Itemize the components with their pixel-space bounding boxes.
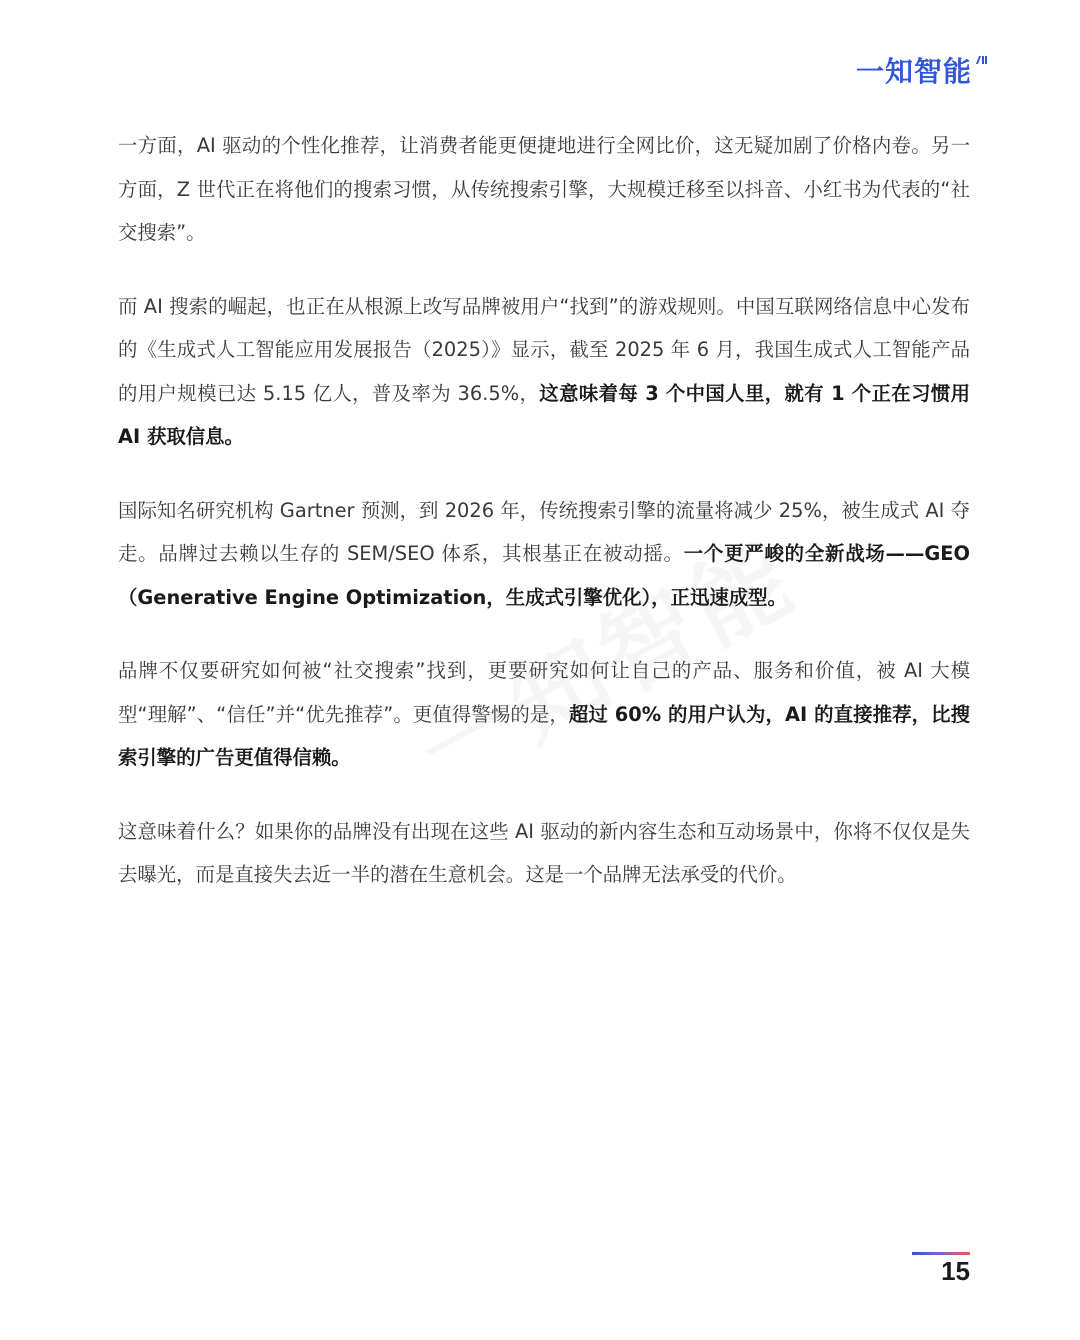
brand-logo bbox=[856, 52, 988, 92]
paragraph-4 bbox=[118, 649, 970, 780]
paragraph-highlight: 超过 60% 的用户认为，AI 的直接推荐，比搜索引擎的广告更值得信赖。 bbox=[118, 702, 970, 769]
article-body bbox=[118, 124, 970, 927]
paragraph-text: 国际知名研究机构 Gartner 预测，到 2026 年，传统搜索引擎的流量将减少 25%，被生成式 AI 夺走。品牌过去赖以生存的 SEM/SEO 体系，其根基正在被动摇。 bbox=[118, 498, 970, 565]
paragraph-3 bbox=[118, 489, 970, 620]
paragraph-5 bbox=[118, 810, 970, 897]
paragraph-2 bbox=[118, 285, 970, 459]
paragraph-text: 这意味着什么？如果你的品牌没有出现在这些 AI 驱动的新内容生态和互动场景中，你将不仅仅是失去曝光，而是直接失去近一半的潜在生意机会。这是一个品牌无法承受的代价。 bbox=[118, 819, 970, 886]
logo-text: 一知智能 bbox=[855, 55, 972, 88]
paragraph-1 bbox=[118, 124, 970, 255]
paragraph-text: 品牌不仅要研究如何被“社交搜索”找到，更要研究如何让自己的产品、服务和价值，被 AI 大模型“理解”、“信任”并“优先推荐”。更值得警惕的是， bbox=[118, 659, 970, 726]
paragraph-highlight: 一个更严峻的全新战场——GEO（Generative Engine Optimization，生成式引擎优化），正迅速成型。 bbox=[118, 542, 970, 609]
logo-mark-icon bbox=[974, 54, 988, 66]
paragraph-text: 一方面，AI 驱动的个性化推荐，让消费者能更便捷地进行全网比价，这无疑加剧了价格内卷。另一方面，Z 世代正在将他们的搜索习惯，从传统搜索引擎，大规模迁移至以抖音、小红书为代表的“社交搜索”。 bbox=[118, 134, 970, 244]
paragraph-text: 而 AI 搜索的崛起，也正在从根源上改写品牌被用户“找到”的游戏规则。中国互联网络信息中心发布的《生成式人工智能应用发展报告（2025）》显示，截至 2025 年 6 月，我国生成式人工智能产品的用户规模已达 5.15 亿人，普及率为 36.5%， bbox=[118, 294, 970, 405]
page-number-accent-bar bbox=[912, 1252, 970, 1255]
page-number: 15 bbox=[941, 1256, 970, 1286]
paragraph-highlight: 这意味着每 3 个中国人里，就有 1 个正在习惯用 AI 获取信息。 bbox=[118, 381, 970, 448]
